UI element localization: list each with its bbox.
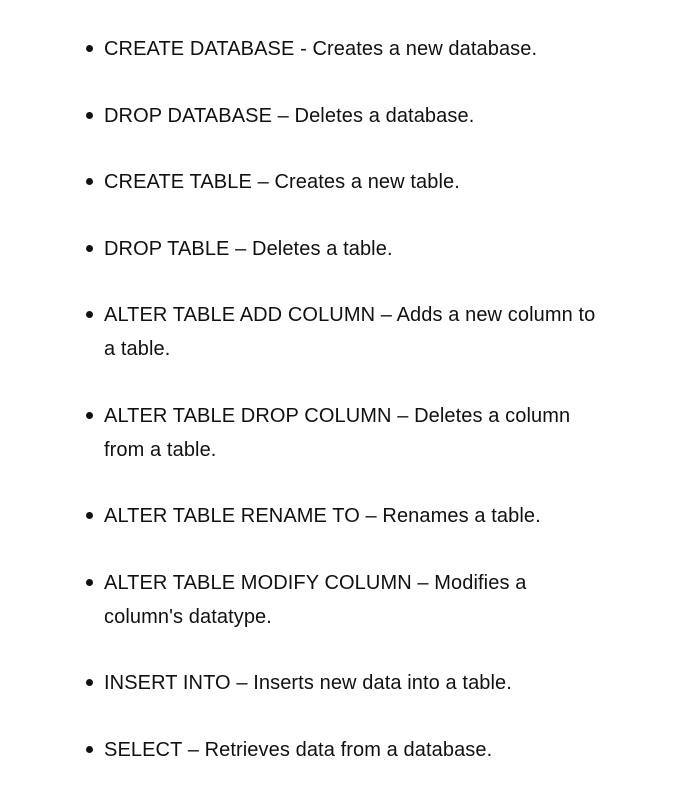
sql-command-list (0, 32, 682, 767)
list-item-text: CREATE TABLE – Creates a new table. (104, 171, 460, 193)
list-item (104, 666, 604, 700)
bullet-icon (86, 512, 93, 519)
bullet-icon (86, 746, 93, 753)
bullet-icon (86, 112, 93, 119)
list-item-text: INSERT INTO – Inserts new data into a table. (104, 672, 512, 694)
bullet-icon (86, 45, 93, 52)
bullet-icon (86, 679, 93, 686)
list-item (104, 32, 604, 66)
bullet-icon (86, 579, 93, 586)
list-item (104, 499, 604, 533)
list-item-text: CREATE DATABASE - Creates a new database. (104, 38, 538, 60)
list-item (104, 99, 604, 133)
list-item (104, 566, 604, 634)
list-item (104, 165, 604, 199)
list-item (104, 399, 604, 467)
list-item-text: DROP TABLE – Deletes a table. (104, 237, 393, 260)
list-item-text: ALTER TABLE ADD COLUMN – Adds a new column to a table. (104, 304, 596, 360)
bullet-icon (86, 245, 93, 252)
list-item-text: ALTER TABLE DROP COLUMN – Deletes a column from a table. (104, 404, 571, 461)
list-item (104, 733, 604, 767)
list-item-text: ALTER TABLE MODIFY COLUMN – Modifies a column's datatype. (104, 571, 527, 628)
list-item-text: DROP DATABASE – Deletes a database. (104, 104, 475, 127)
bullet-icon (86, 311, 93, 318)
list-item-text: ALTER TABLE RENAME TO – Renames a table. (104, 505, 541, 527)
list-item (104, 232, 604, 266)
list-item (104, 298, 604, 366)
bullet-icon (86, 412, 93, 419)
list-item-text: SELECT – Retrieves data from a database. (104, 738, 493, 761)
bullet-icon (86, 178, 93, 185)
